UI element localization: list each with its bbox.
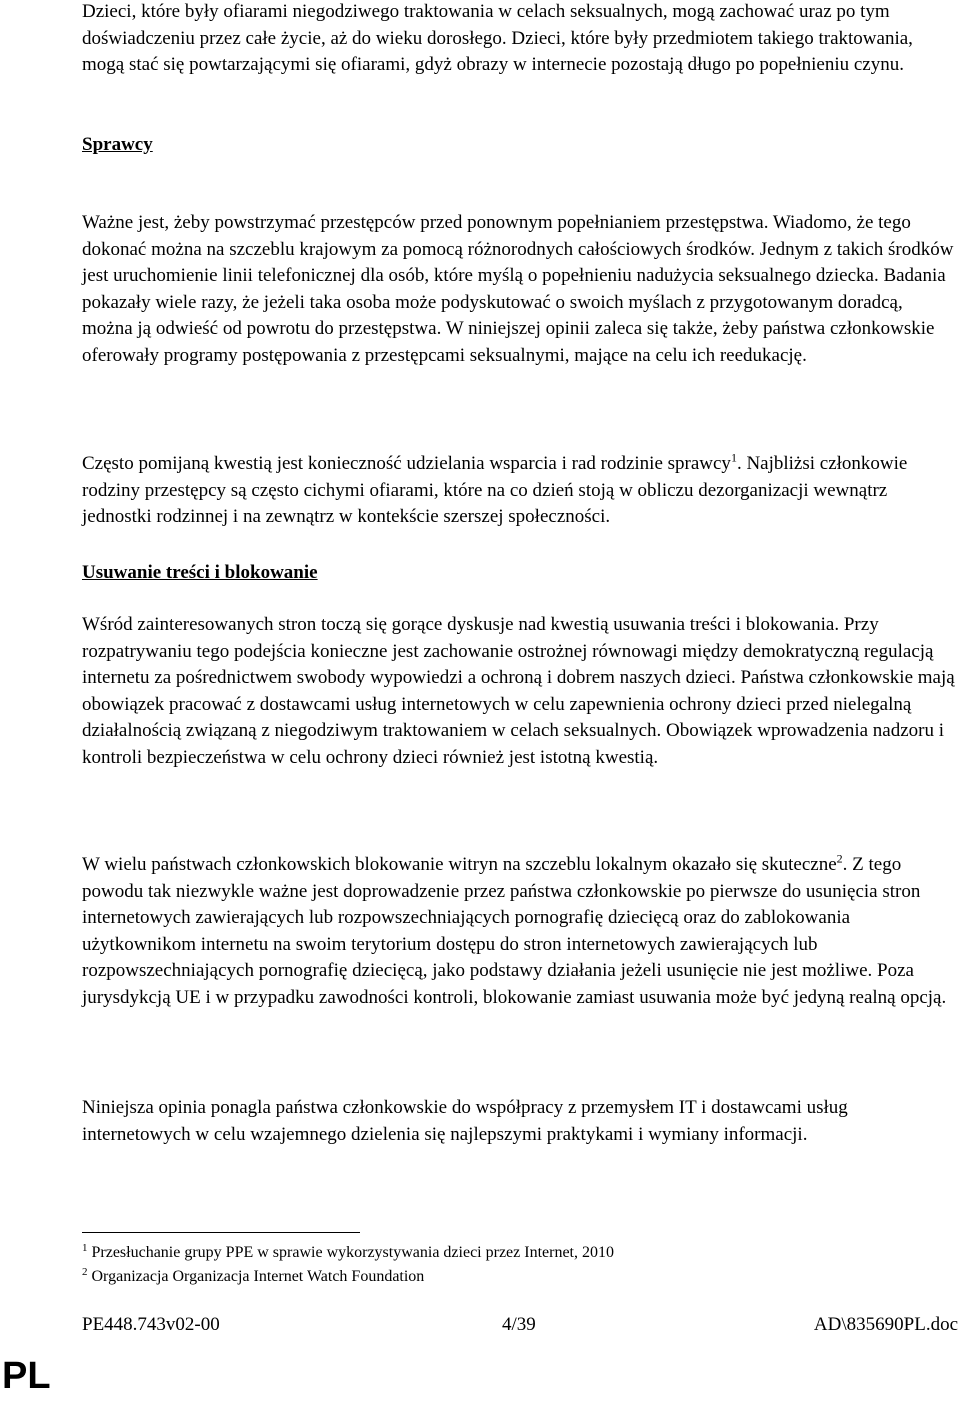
paragraph-family-text-b: . Najbliżsi członkowie rodziny przestępcy są często cichymi ofiarami, które na co dzień stoją w obliczu dezorganizacji wewnątrz jednostki rodzinnej i na zewnątrz w kontekście szerszej społeczności. bbox=[82, 453, 908, 527]
paragraph-removal: Wśród zainteresowanych stron toczą się gorące dyskusje nad kwestią usuwania treści i blokowania. Przy rozpatrywaniu tego podejścia konieczne jest zachowanie ostrożnej równowagi między demokratyczną regulacją internetu za pośrednictwem swobody wypowiedzi a ochroną i dobrem naszych dzieci. Państwa członkowskie mają obowiązek pracować z dostawcami usług internetowych w celu zapewnienia ochrony dzieci przed nielegalną działalnością związaną z niegodziwym traktowaniem w celach seksualnych. Obowiązek wprowadzenia nadzoru i kontroli bezpieczeństwa w celu ochrony dzieci również jest istotną kwestią. bbox=[82, 614, 955, 768]
heading-offenders: Sprawcy bbox=[82, 134, 153, 155]
heading-removal: Usuwanie treści i blokowanie bbox=[82, 562, 318, 583]
footnote-1-text: Przesłuchanie grupy PPE w sprawie wykorzystywania dzieci przez Internet, 2010 bbox=[91, 1244, 614, 1261]
paragraph-family-text-a: Często pomijaną kwestią jest konieczność udzielania wsparcia i rad rodzinie sprawcy bbox=[82, 453, 731, 474]
footnote-2-text: Organizacja Organizacja Internet Watch Foundation bbox=[91, 1268, 425, 1285]
footer-page-number: 4/39 bbox=[502, 1314, 536, 1335]
paragraph-offenders: Ważne jest, żeby powstrzymać przestępców przed ponownym popełnianiem przestępstwa. Wiadomo, że tego dokonać można na szczeblu krajowym za pomocą różnorodnych całościowych środków. Jednym z takich środków jest uruchomienie linii telefonicznej dla osób, które myślą o popełnieniu nadużycia seksualnego dziecka. Badania pokazały wiele razy, że jeżeli taka osoba może podyskutować o swoich myślach z przygotowanym doradcą, można ją odwieść od powrotu do przestępstwa. W niniejszej opinii zaleca się także, żeby państwa członkowskie oferowały programy postępowania z przestępcami seksualnymi, mające na celu ich reedukację. bbox=[82, 212, 954, 366]
paragraph-intro: Dzieci, które były ofiarami niegodziwego traktowania w celach seksualnych, mogą zachować uraz po tym doświadczeniu przez całe życie, aż do wieku dorosłego. Dzieci, które były przedmiotem takiego traktowania, mogą stać się powtarzającymi się ofiarami, gdyż obrazy w internecie pozostają długo po popełnieniu czynu. bbox=[82, 1, 913, 75]
paragraph-family bbox=[82, 451, 958, 531]
footer-file-name: AD\835690PL.doc bbox=[813, 1314, 958, 1335]
footnote-ref-1: 1 bbox=[730, 450, 737, 465]
footnote-2 bbox=[82, 1267, 424, 1287]
paragraph-blocking bbox=[82, 852, 958, 1011]
paragraph-cooperation: Niniejsza opinia ponagla państwa członkowskie do współpracy z przemysłem IT i dostawcami usług internetowych w celu wzajemnego dzielenia się najlepszymi praktykami i wymiany informacji. bbox=[82, 1097, 848, 1145]
footer-doc-ref: PE448.743v02-00 bbox=[82, 1314, 220, 1335]
footnote-separator bbox=[82, 1232, 360, 1233]
footnote-2-number: 2 bbox=[82, 1265, 88, 1278]
footnote-1-number: 1 bbox=[82, 1241, 88, 1254]
paragraph-blocking-text-b: . Z tego powodu tak niezwykle ważne jest doprowadzenie przez państwa członkowskie po pierwsze do usunięcia stron internetowych zawierających lub rozpowszechniających pornografię dziecięcą oraz do zablokowania użytkownikom internetu na swoim terytorium dostępu do stron internetowych zawierających lub rozpowszechniających pornografię dziecięcą, jako podstawy działania jeżeli usunięcie nie jest możliwe. Poza jurysdykcją UE i w przypadku zawodności kontroli, blokowanie zamiast usuwania może być jedyną realną opcją. bbox=[82, 854, 947, 1008]
footnote-1 bbox=[82, 1243, 614, 1263]
language-code: PL bbox=[2, 1355, 51, 1397]
footnote-ref-2: 2 bbox=[836, 851, 843, 866]
paragraph-blocking-text-a: W wielu państwach członkowskich blokowanie witryn na szczeblu lokalnym okazało się skuteczne bbox=[82, 854, 837, 875]
